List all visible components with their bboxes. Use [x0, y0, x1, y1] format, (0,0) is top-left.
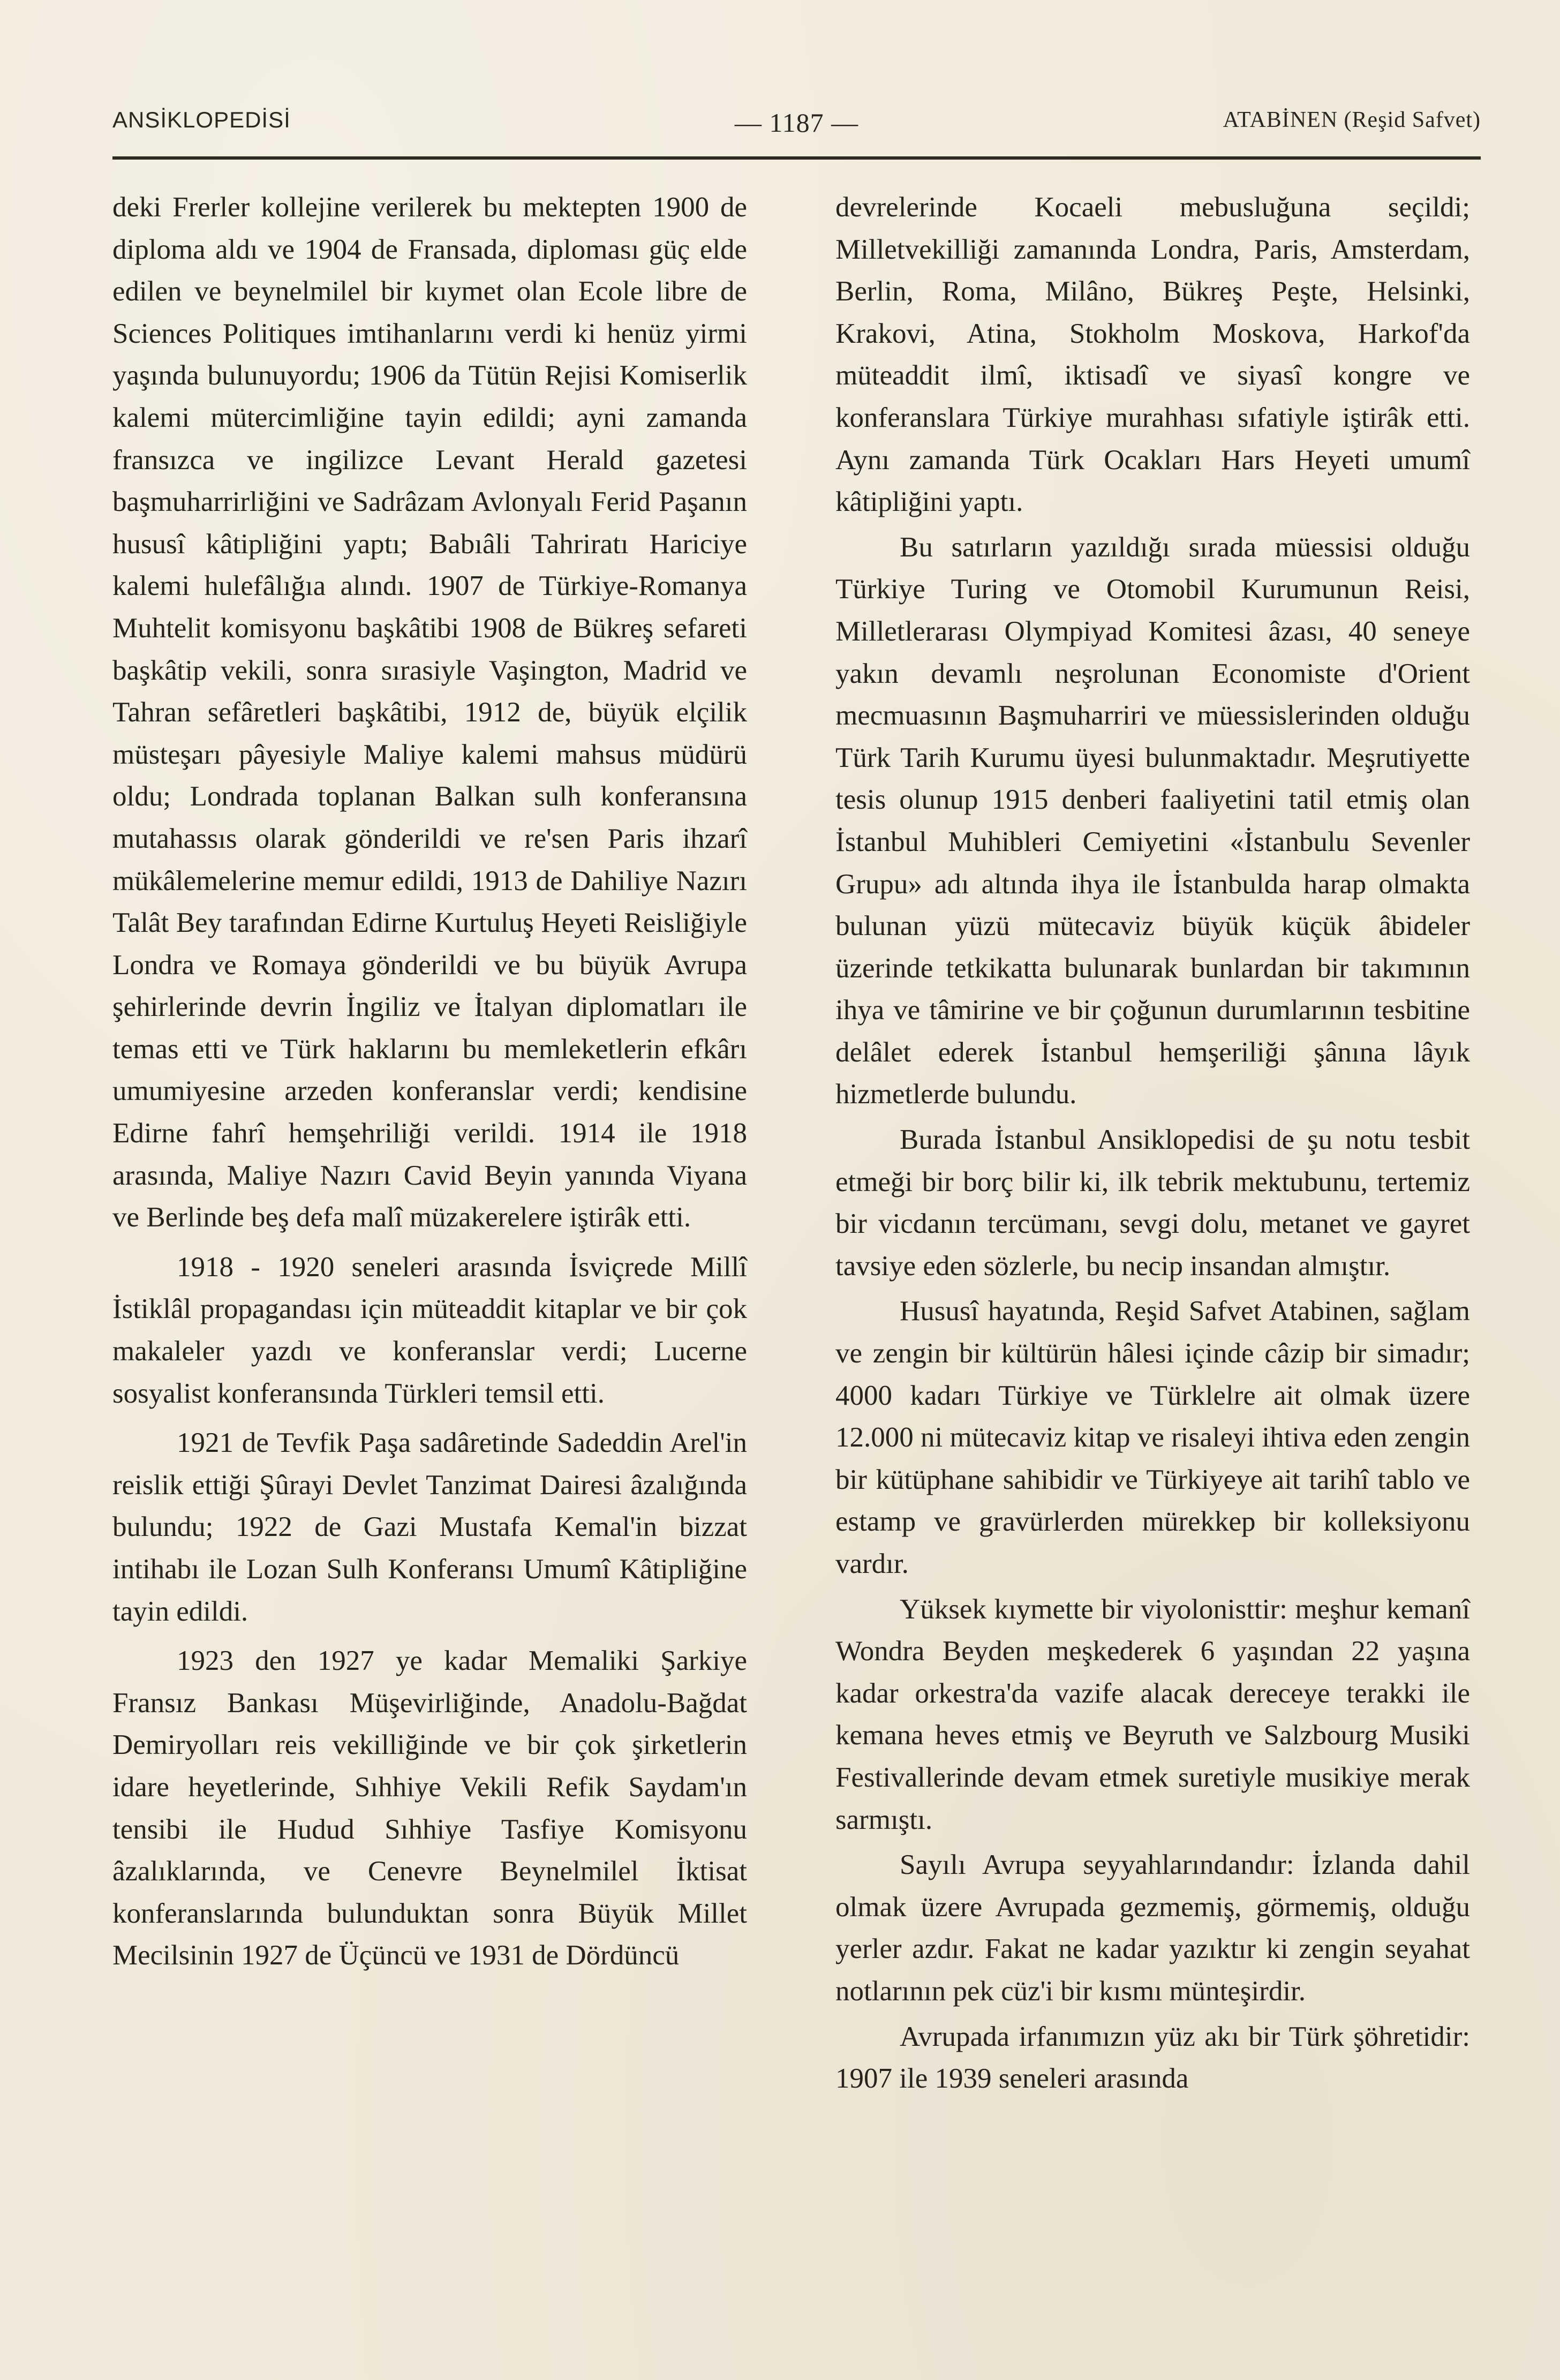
paragraph: devrelerinde Kocaeli mebusluğuna seçildi; Milletvekilliği zamanında Londra, Paris, Amsterdam, Berlin, Roma, Milâno, Bükreş Peşte, Helsinki, Krakovi, Atina, Stokholm Moskova, Harkof'da müteaddit ilmî, iktisadî ve siyasî kongre ve konferanslara Türkiye murahhası sıfatiyle iştirâk etti. Aynı zamanda Türk Ocakları Hars Heyeti umumî kâtipliğini yaptı.: [835, 192, 1470, 518]
right-column: [835, 186, 1470, 2103]
page-header: [112, 107, 1481, 150]
header-encyclopedia-name: ANSİKLOPEDİSİ: [112, 107, 291, 132]
paragraph: Hususî hayatında, Reşid Safvet Atabinen, sağlam ve zengin bir kültürün hâlesi içinde câzip bir simadır; 4000 kadarı Türkiye ve Türklelre ait olmak üzere 12.000 ni mütecaviz kitap ve risaleyi ihtiva eden zengin bir kütüphane sahibidir ve Türkiyeye ait tarihî tablo ve estamp ve gravürlerden mürekkep bir kolleksiyonu vardır.: [835, 1296, 1470, 1579]
header-rule: [112, 156, 1481, 160]
left-column: [112, 186, 747, 1980]
header-entry-title: ATABİNEN (Reşid Safvet): [1223, 108, 1481, 132]
paragraph: Bu satırların yazıldığı sırada müessisi olduğu Türkiye Turing ve Otomobil Kurumunun Reisi, Milletlerarası Olympiyad Komitesi âzası, 40 seneye yakın devamlı neşrolunan Economiste d'Orient mecmuasının Başmuharriri ve müessislerinden olduğu Türk Tarih Kurumu üyesi bulunmaktadır. Meşrutiyette tesis olunup 1915 denberi faaliyetini tatil etmiş olan İstanbul Muhibleri Cemiyetini «İstanbulu Sevenler Grupu» adı altında ihya ile İstanbulda harap olmakta bulunan yüzü mütecaviz büyük küçük âbideler üzerinde tetkikatta bulunarak bunlardan bir takımının ihya ve tâmirine ve bir çoğunun durumlarının tesbitine delâlet ederek İstanbul hemşeriliği şânına lâyık hizmetlerde bulundu.: [835, 531, 1470, 1110]
paragraph: Yüksek kıymette bir viyolonisttir: meşhur kemanî Wondra Beyden meşkederek 6 yaşından 22 yaşına kadar orkestra'da vazife alacak dereceye terakki ile kemana heves etmiş ve Beyruth ve Salzbourg Musiki Festivallerinde devam etmek suretiyle musikiye merak sarmıştı.: [835, 1593, 1470, 1835]
paragraph: 1923 den 1927 ye kadar Memaliki Şarkiye Fransız Bankası Müşevirliğinde, Anadolu-Bağdat Demiryolları reis vekilliğinde ve bir çok şirketlerin idare heyetlerinde, Sıhhiye Vekili Refik Saydam'ın tensibi ile Hudud Sıhhiye Tasfiye Komisyonu âzalıklarında, ve Cenevre Beynelmilel İktisat konferanslarında bulunduktan sonra Büyük Millet Mecilsinin 1927 de Üçüncü ve 1931 de Dördüncü: [112, 1645, 747, 1971]
paragraph: 1921 de Tevfik Paşa sadâretinde Sadeddin Arel'in reislik ettiği Şûrayi Devlet Tanzimat Dairesi âzalığında bulundu; 1922 de Gazi Mustafa Kemal'in bizzat intihabı ile Lozan Sulh Konferansı Umumî Kâtipliğine tayin edildi.: [112, 1427, 747, 1627]
paragraph: deki Frerler kollejine verilerek bu mektepten 1900 de diploma aldı ve 1904 de Fransada, diploması güç elde edilen ve beynelmilel bir kıymet olan Ecole libre de Sciences Politiques imtihanlarını verdi ki henüz yirmi yaşında bulunuyordu; 1906 da Tütün Rejisi Komiserlik kalemi mütercimliğine tayin edildi; ayni zamanda fransızca ve ingilizce Levant Herald gazetesi başmuharrirliğini ve Sadrâzam Avlonyalı Ferid Paşanın hususî kâtipliğini yaptı; Babıâli Tahriratı Hariciye kalemi hulefâlığıa alındı. 1907 de Türkiye-Romanya Muhtelit komisyonu başkâtibi 1908 de Bükreş sefareti başkâtip vekili, sonra sırasiyle Vaşington, Madrid ve Tahran sefâretleri başkâtibi, 1912 de, büyük elçilik müsteşarı pâyesiyle Maliye kalemi mahsus müdürü oldu; Londrada toplanan Balkan sulh konferansına mutahassıs olarak gönderildi ve re'sen Paris ihzarî mükâlemelerine memur edildi, 1913 de Dahiliye Nazırı Talât Bey tarafından Edirne Kurtuluş Heyeti Reisliğiyle Londra ve Romaya gönderildi ve bu büyük Avrupa şehirlerinde devrin İngiliz ve İtalyan diplomatları ile temas etti ve Türk haklarını bu memleketlerin efkârı umumiyesine arzeden konferanslar verdi; kendisine Edirne fahrî hemşehriliği verildi. 1914 ile 1918 arasında, Maliye Nazırı Cavid Beyin yanında Viyana ve Berlinde beş defa malî müzakerelere iştirâk etti.: [112, 192, 747, 1233]
paragraph: Avrupada irfanımızın yüz akı bir Türk şöhretidir: 1907 ile 1939 seneleri arasında: [835, 2021, 1470, 2095]
paragraph: 1918 - 1920 seneleri arasında İsviçrede Millî İstiklâl propagandası için müteaddit kitaplar ve bir çok makaleler yazdı ve konferanslar verdi; Lucerne sosyalist konferansında Türkleri temsil etti.: [112, 1251, 747, 1409]
paragraph: Sayılı Avrupa seyyahlarındandır: İzlanda dahil olmak üzere Avrupada gezmemiş, görmemiş, olduğu yerler azdır. Fakat ne kadar yazıktır ki zengin seyahat notlarının pek cüz'i bir kısmı münteşirdir.: [835, 1849, 1470, 2007]
paragraph: Burada İstanbul Ansiklopedisi de şu notu tesbit etmeği bir borç bilir ki, ilk tebrik mektubunu, tertemiz bir vicdanın tercümanı, sevgi dolu, metanet ve gayret tavsiye eden sözlerle, bu necip insandan almıştır.: [835, 1124, 1470, 1282]
page-number: — 1187 —: [734, 108, 859, 138]
